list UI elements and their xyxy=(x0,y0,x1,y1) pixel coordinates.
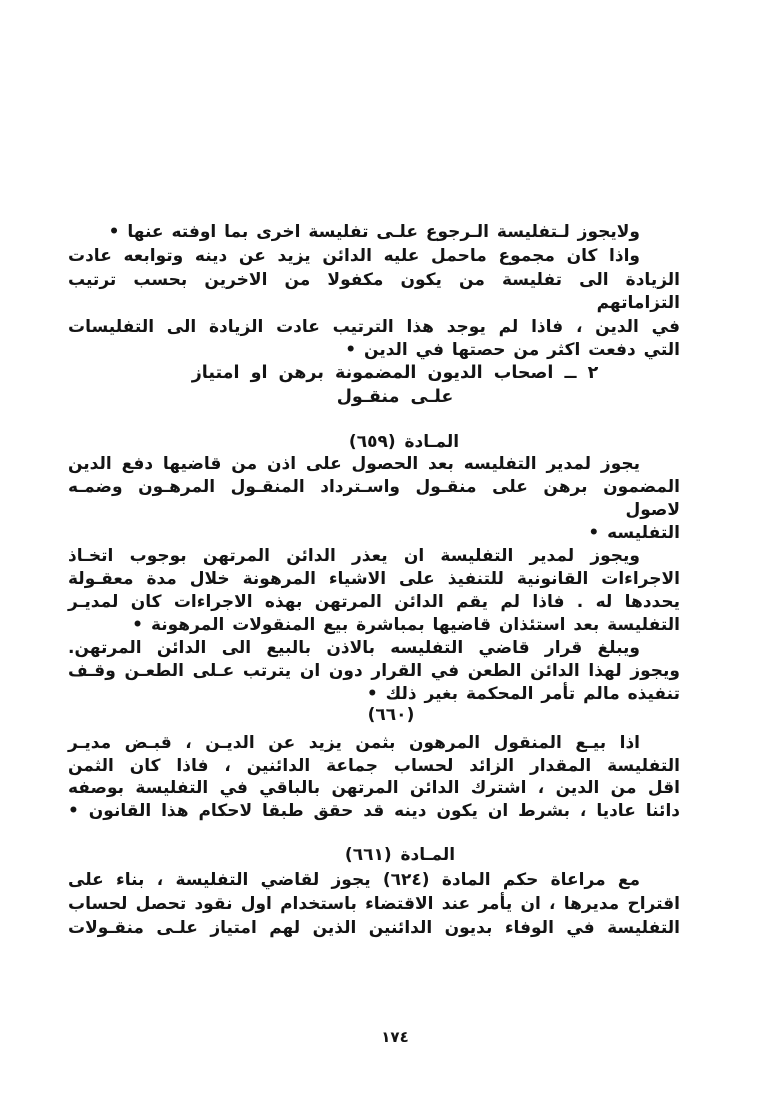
text-line: اقتراح مديرها ، ان يأمر عند الاقتضاء باستخدام اول نقود تحصل لحساب xyxy=(68,894,680,914)
text-line: تنفيذه مالم تأمر المحكمة بغير ذلك • xyxy=(366,684,680,704)
text-line: الزيادة الى تفليسة من يكون مكفولا من الاخرين بحسب ترتيب التزاماتهم xyxy=(68,269,680,313)
text-line: في الدين ، فاذا لم يوجد هذا الترتيب عادت الزيادة الى التفليسات xyxy=(68,316,680,337)
intro-paragraph-2 xyxy=(68,245,680,363)
article-661-header xyxy=(9,844,782,866)
text-line: ولايجوز لـتفليسة الـرجوع علـى تفليسة اخرى بما اوفته عنها • xyxy=(108,222,640,242)
text-line: يحددها له . فاذا لم يقم الدائن المرتهن بهذه الاجراءات كان لمديـر xyxy=(68,592,680,612)
section-heading xyxy=(4,361,782,409)
text-line: اقل من الدين ، اشترك الدائن المرتهن بالباقي في التفليسة بوصفه xyxy=(68,778,680,798)
text-line: ويجوز لمدير التفليسة ان يعذر الدائن المرتهن بوجوب اتخـاذ xyxy=(68,546,640,566)
text-line: التي دفعت اكثر من حصتها في الدين • xyxy=(345,340,680,360)
text-line: المضمون برهن على منقـول واسـترداد المنقـول المرهـون وضمـه لاصول xyxy=(68,477,680,520)
text-line: واذا كان مجموع ماحمل عليه الدائن يزيد عن دينه وتوابعه عادت xyxy=(68,246,640,266)
text-line: التفليسة بعد استئذان قاضيها بمباشرة بيع المنقولات المرهونة • xyxy=(132,615,680,635)
article-661-body xyxy=(68,868,680,940)
text-line: اذا بيـع المنقول المرهون بثمن يزيد عن الديـن ، قبـض مديـر xyxy=(68,733,640,753)
article-659-body xyxy=(68,453,680,706)
article-661-title: المـادة (٦٦١) xyxy=(344,845,456,865)
page-number xyxy=(4,1027,782,1047)
text-line: يجوز لمدير التفليسه بعد الحصول على اذن من قاضيها دفع الدين xyxy=(68,454,640,474)
text-line: مع مراعاة حكم المادة (٦٢٤) يجوز لقاضي التفليسة ، بناء على xyxy=(68,870,641,890)
text-line: التفليسه • xyxy=(588,523,680,543)
page-number-value: ١٧٤ xyxy=(381,1028,409,1046)
section-heading-line1: ٢ ــ اصحاب الديون المضمونة برهن او امتياز xyxy=(191,363,599,383)
intro-paragraph xyxy=(68,221,680,245)
section-heading-line2: علـى منقـول xyxy=(336,387,454,407)
article-659-title: المـادة (٦٥٩) xyxy=(348,432,460,452)
article-660-title: (٦٦٠) xyxy=(367,705,415,725)
text-line: التفليسة المقدار الزائد لحساب جماعة الدائنين ، فاذا كان الثمن xyxy=(68,755,680,776)
text-line: ويبلغ قرار قاضي التفليسه بالاذن بالبيع الى الدائن المرتهن. xyxy=(68,638,640,658)
article-660-body xyxy=(68,732,680,822)
text-line: التفليسة في الوفاء بديون الدائنين الذين لهم امتياز علـى منقـولات xyxy=(68,918,680,938)
article-659-header xyxy=(13,431,782,453)
article-660-header xyxy=(0,704,782,726)
text-line: دائنا عاديا ، بشرط ان يكون دينه قد حقق طبقا لاحكام هذا القانون • xyxy=(68,800,680,821)
text-line: الاجراءات القانونية للتنفيذ على الاشياء المرهونة خلال مدة معقـولة xyxy=(68,569,680,589)
text-line: ويجوز لهذا الدائن الطعن في القرار دون ان يترتب عـلى الطعـن وقـف xyxy=(68,661,680,681)
